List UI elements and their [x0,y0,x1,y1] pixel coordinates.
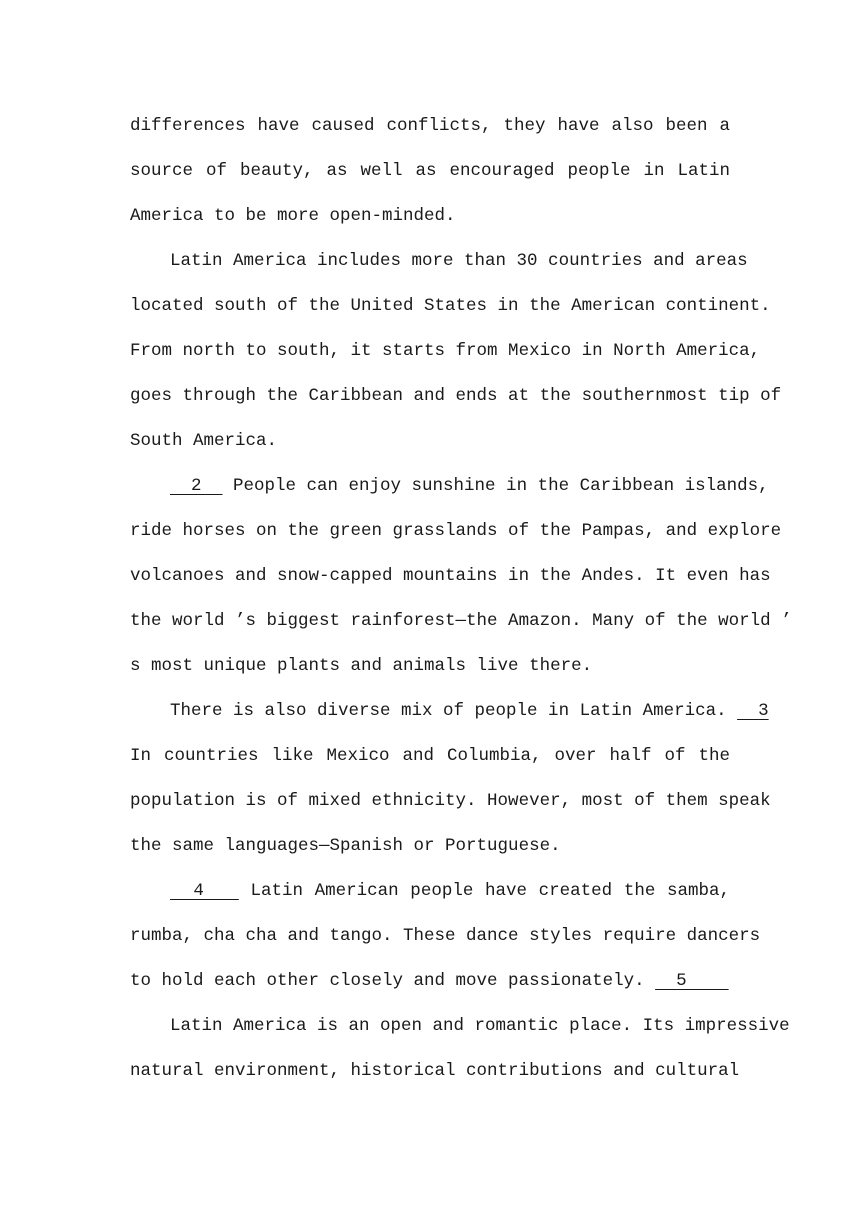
line-text: the same languages—Spanish or Portuguese. [130,836,561,856]
document-page [130,104,792,1094]
line-text: People can enjoy sunshine in the Caribbean islands, [222,476,769,496]
text-line [130,599,792,644]
text-line [130,419,730,464]
text-line [130,914,761,959]
line-text: population is of mixed ethnicity. However, most of them speak [130,791,771,811]
text-line [130,779,771,824]
answer-blank: 3 [737,701,769,721]
line-text: goes through the Caribbean and ends at the southernmost tip of [130,386,782,406]
line-text: America to be more open-minded. [130,206,456,226]
line-text: differences have caused conflicts, they have also been a [130,116,730,136]
text-line [130,1049,740,1094]
text-line [130,689,769,734]
line-text: rumba, cha cha and tango. These dance styles require dancers [130,926,761,946]
text-line [130,374,782,419]
line-text: Latin American people have created the samba, [238,881,730,901]
text-line [130,104,730,149]
text-line [130,869,730,914]
line-text: the world ’s biggest rainforest—the Amazon. Many of the world ’ [130,611,792,631]
line-text: Latin America is an open and romantic place. Its impressive [170,1016,790,1036]
line-text: volcanoes and snow-capped mountains in the Andes. It even has [130,566,771,586]
line-text: South America. [130,431,278,451]
text-line [130,464,769,509]
text-line [130,194,730,239]
text-line [130,644,730,689]
line-text: source of beauty, as well as encouraged people in Latin [130,161,730,181]
line-text: ride horses on the green grasslands of the Pampas, and explore [130,521,782,541]
line-text: From north to south, it starts from Mexico in North America, [130,341,761,361]
line-text: natural environment, historical contributions and cultural [130,1061,740,1081]
line-text: Latin America includes more than 30 countries and areas [170,251,748,271]
line-text: In countries like Mexico and Columbia, over half of the [130,746,730,766]
text-line [130,1004,790,1049]
text-line [130,329,761,374]
answer-blank: 4 [170,881,239,901]
text-line [130,824,730,869]
line-text: to hold each other closely and move passionately. [130,971,656,991]
line-text: located south of the United States in the American continent. [130,296,771,316]
text-line [130,149,730,194]
text-line [130,509,782,554]
line-text: There is also diverse mix of people in Latin America. [170,701,738,721]
text-line [130,959,730,1004]
line-text: s most unique plants and animals live there. [130,656,593,676]
text-line [130,554,771,599]
answer-blank: 2 [170,476,223,496]
text-line [130,239,748,284]
text-line [130,284,771,329]
text-line [130,734,730,779]
answer-blank: 5 [655,971,729,991]
